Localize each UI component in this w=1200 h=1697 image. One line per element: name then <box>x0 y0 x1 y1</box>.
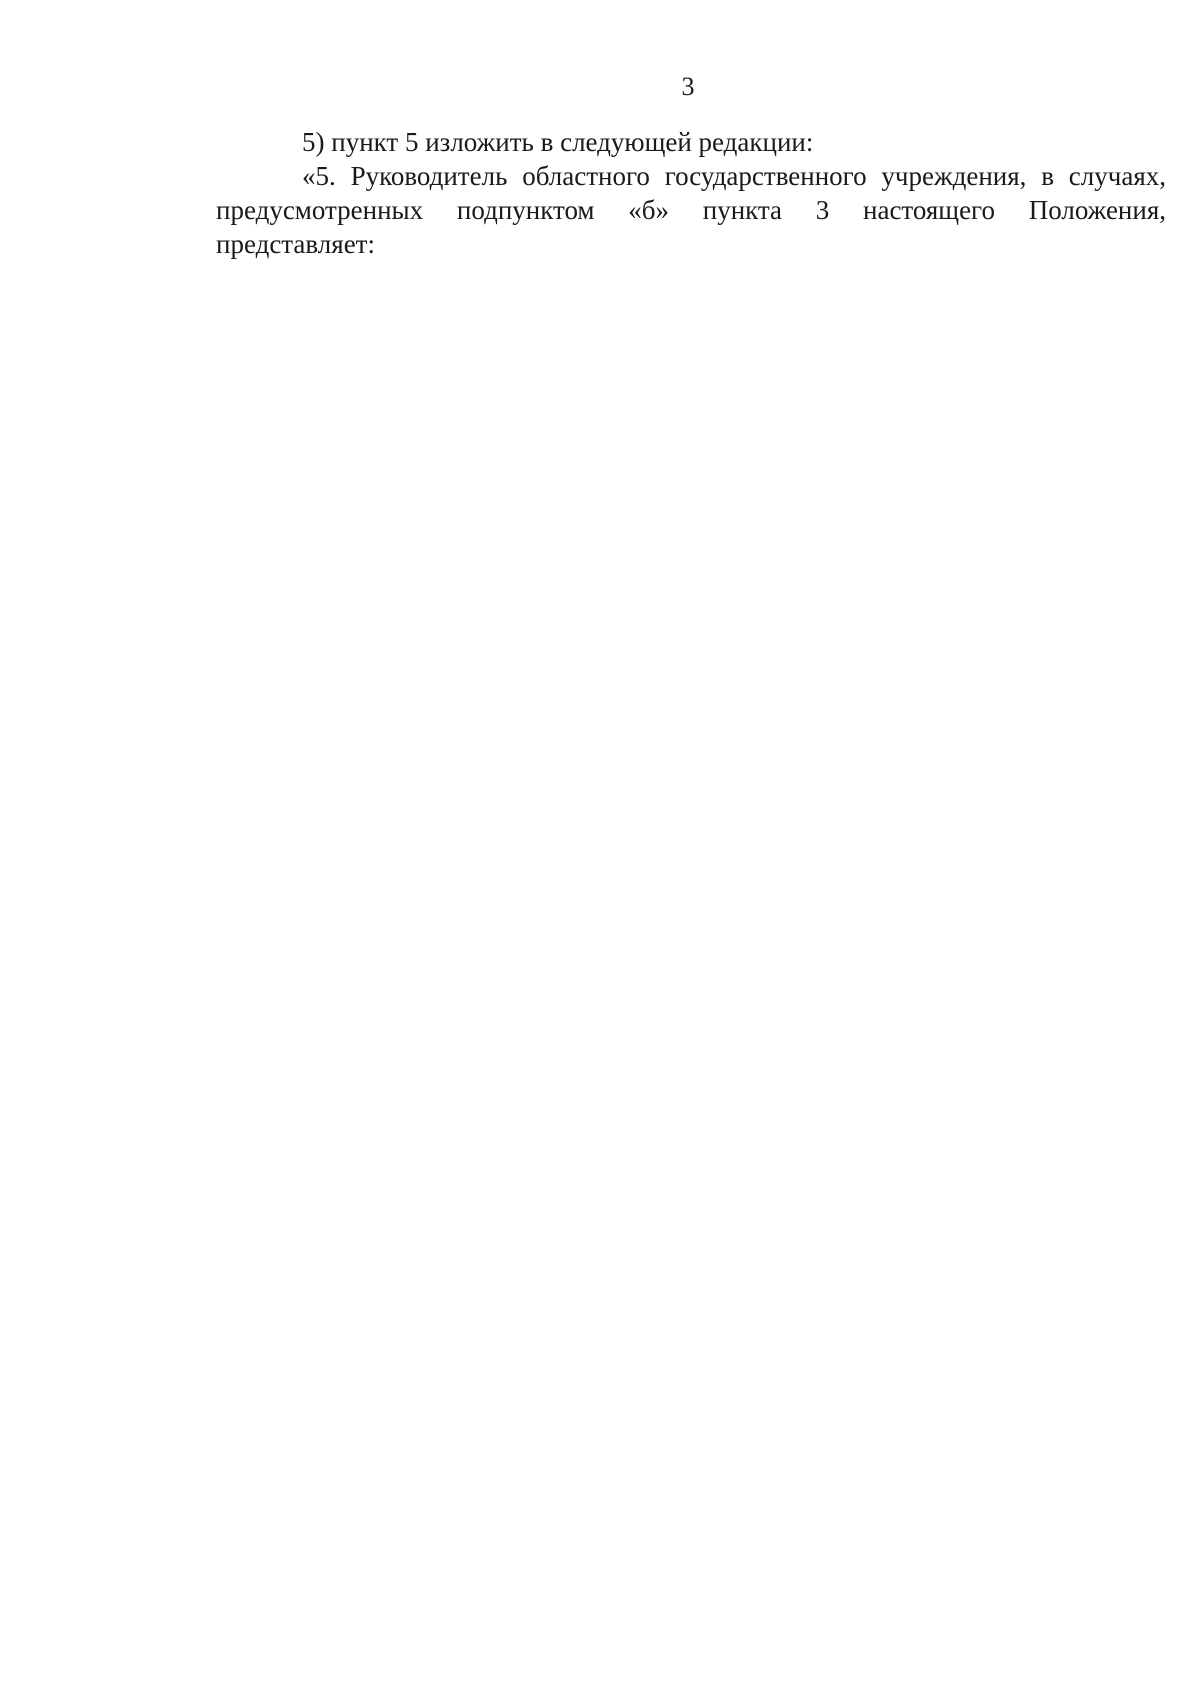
paragraph: 5) пункт 5 изложить в следующей редакции: <box>302 127 814 157</box>
page-number: 3 <box>681 72 695 101</box>
document-body <box>216 125 1166 261</box>
paragraph: «5. Руководитель областного государственного учреждения, в случаях, предусмотренных подпунктом «б» пункта 3 настоящего Положения, представляет: <box>216 161 1166 259</box>
